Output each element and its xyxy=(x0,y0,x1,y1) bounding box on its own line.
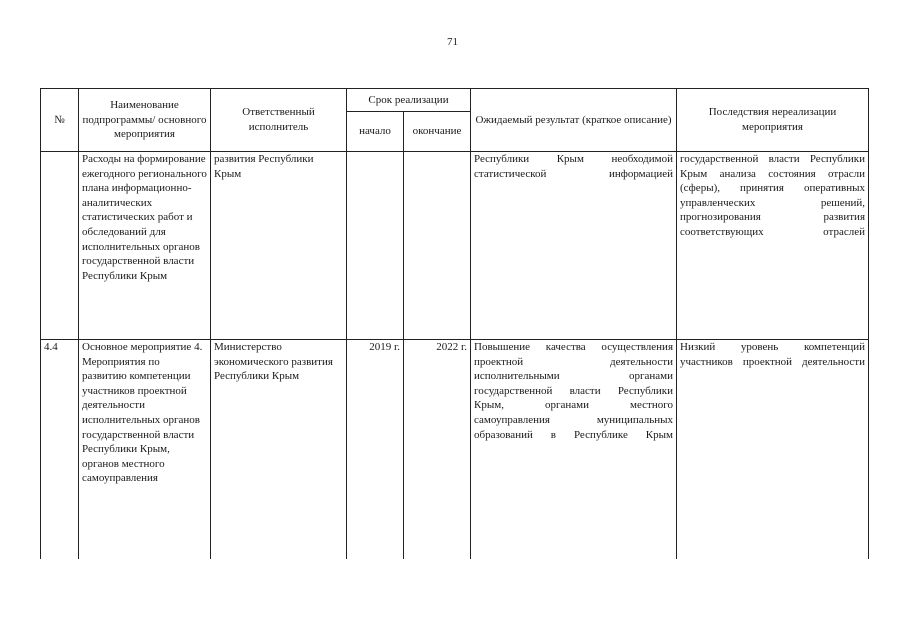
header-result: Ожидаемый результат (краткое описание) xyxy=(471,89,677,152)
row-result: Республики Крым необходимой статистической информацией xyxy=(471,152,677,340)
program-table xyxy=(40,88,869,559)
row-end: 2022 г. xyxy=(404,340,471,560)
header-end: окончание xyxy=(404,112,471,152)
header-executor: Ответственный исполнитель xyxy=(211,89,347,152)
row-start xyxy=(347,152,404,340)
row-result: Повышение качества осуществления проектной деятельности исполнительными органами государственной власти Республики Крым, органами местного самоуправления муниципальных образований в Республике Крым xyxy=(471,340,677,560)
row-num: 4.4 xyxy=(41,340,79,560)
row-consequences: Низкий уровень компетенций участников проектной деятельности xyxy=(677,340,869,560)
page-number: 71 xyxy=(447,36,458,48)
header-start: начало xyxy=(347,112,404,152)
row-executor: развития Республики Крым xyxy=(211,152,347,340)
row-start: 2019 г. xyxy=(347,340,404,560)
header-consequences: Последствия нереализации мероприятия xyxy=(677,89,869,152)
row-name: Основное мероприятие 4. Мероприятия по развитию компетенции участников проектной деятельности исполнительных органов государственной власти Республики Крым, органов местного самоуправления xyxy=(79,340,211,560)
row-executor: Министерство экономического развития Республики Крым xyxy=(211,340,347,560)
header-period: Срок реализации xyxy=(347,89,471,112)
table-row xyxy=(41,152,869,340)
header-num: № xyxy=(41,89,79,152)
row-consequences: государственной власти Республики Крым анализа состояния отрасли (сферы), принятия оперативных управленческих решений, прогнозирования развития соответствующих отраслей xyxy=(677,152,869,340)
header-name: Наименование подпрограммы/ основного мероприятия xyxy=(79,89,211,152)
row-name: Расходы на формирование ежегодного регионального плана информационно-аналитических статистических работ и обследований для исполнительных органов государственной власти Республики Крым xyxy=(79,152,211,340)
row-num xyxy=(41,152,79,340)
row-end xyxy=(404,152,471,340)
table-row xyxy=(41,340,869,560)
